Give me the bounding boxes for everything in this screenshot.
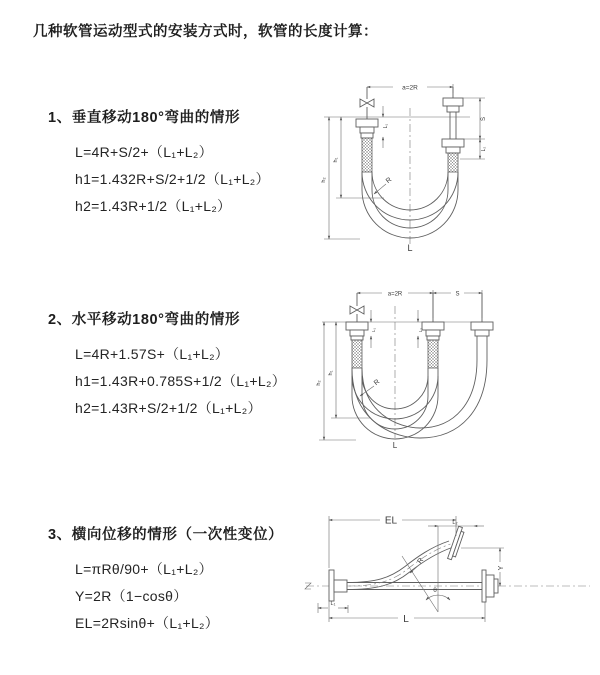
dim-label-l1: L₁ (383, 123, 389, 129)
section-lateral-displacement (48, 523, 283, 637)
dim-label-s: S (455, 291, 460, 298)
angle-construction (402, 526, 450, 612)
diagram-lateral-displacement (298, 498, 598, 653)
dim-a2r (357, 290, 482, 318)
middle-pipe (422, 293, 444, 368)
dim-label-l1: L₁ (330, 601, 336, 607)
braided-hose-section (352, 340, 362, 368)
dim-label-r: R (384, 176, 394, 186)
section-vertical-180 (48, 106, 270, 220)
dim-el (329, 516, 456, 569)
diagram-vertical-180-bend (310, 68, 590, 263)
dim-label-y: Y (498, 565, 505, 571)
hose-wide-outer (352, 360, 487, 438)
hose-displaced-position (347, 526, 465, 589)
formula-list (75, 341, 286, 422)
formula-line: h1=1.432R+S/2+1/2（L₁+L₂） (75, 171, 270, 187)
dim-label-theta: θ (433, 587, 437, 594)
dim-h1 (333, 117, 384, 198)
section-horizontal-180 (48, 308, 286, 422)
page-title: 几种软管运动型式的安装方式时，软管的长度计算： (33, 24, 378, 40)
formula-line: L=4R+S/2+（L₁+L₂） (75, 144, 213, 160)
dim-label-el: EL (384, 515, 398, 527)
dim-label-l2: L₂ (481, 146, 487, 152)
section-heading: 1、垂直移动180°弯曲的情形 (48, 110, 241, 126)
right-pipe-moved (471, 293, 493, 360)
left-pipe-valve (346, 293, 368, 368)
dim-l2 (418, 310, 423, 348)
dim-label-r: R (416, 556, 426, 566)
left-flange (329, 570, 347, 601)
formula-line: Y=2R（1−cosθ） (75, 588, 188, 604)
dim-s (433, 292, 482, 298)
formula-line: h2=1.43R+1/2（L₁+L₂） (75, 198, 232, 214)
section-heading: 2、水平移动180°弯曲的情形 (48, 312, 241, 328)
dim-label-l: L (407, 243, 413, 253)
valve-icon (350, 306, 364, 314)
dim-l1 (383, 106, 389, 148)
displaced-flange (448, 526, 466, 560)
dim-a2r (367, 84, 453, 93)
formula-line: L=πRθ/90+（L₁+L₂） (75, 561, 213, 577)
dim-label-h1: h₁ (328, 370, 334, 376)
formula-list (75, 139, 270, 220)
dim-label-r: R (372, 378, 382, 388)
left-pipe-valve (356, 87, 378, 172)
formula-line: EL=2Rsinθ+（L₁+L₂） (75, 615, 220, 631)
dim-l2 (428, 520, 484, 526)
dim-label-h2: h₂ (316, 380, 322, 386)
dim-label-h2: h₂ (321, 177, 327, 183)
radius-leader (410, 557, 425, 573)
dim-label-s: S (481, 116, 487, 122)
dim-l1 (318, 601, 348, 613)
dim-label-l1: L₁ (371, 327, 376, 333)
dim-label-a2r: a=2R (387, 291, 403, 298)
dim-label-l2: L₂ (418, 327, 423, 333)
formula-list (75, 556, 283, 637)
braided-hose-section (428, 340, 438, 368)
formula-line: h1=1.43R+0.785S+1/2（L₁+L₂） (75, 373, 286, 389)
dim-l2 (480, 139, 487, 159)
braided-hose-section (362, 138, 372, 172)
section-heading: 3、横向位移的情形（一次性变位） (48, 527, 284, 543)
dim-l (329, 601, 485, 625)
valve-icon (360, 99, 374, 107)
dim-l1 (371, 310, 376, 348)
dim-label-l: L (392, 441, 398, 450)
radius-leader (374, 177, 393, 194)
hose-u-bend (352, 360, 487, 439)
dim-h2 (321, 117, 360, 239)
diagram-horizontal-180-bend (310, 278, 595, 463)
formula-line: L=4R+1.57S+（L₁+L₂） (75, 346, 230, 362)
braided-hose-section (448, 153, 458, 172)
dim-label-a2r: a=2R (402, 84, 418, 92)
dim-label-h1: h₁ (333, 157, 339, 163)
dim-label-l2: L₂ (452, 520, 458, 526)
formula-line: h2=1.43R+S/2+1/2（L₁+L₂） (75, 400, 262, 416)
dim-label-l: L (403, 614, 409, 625)
